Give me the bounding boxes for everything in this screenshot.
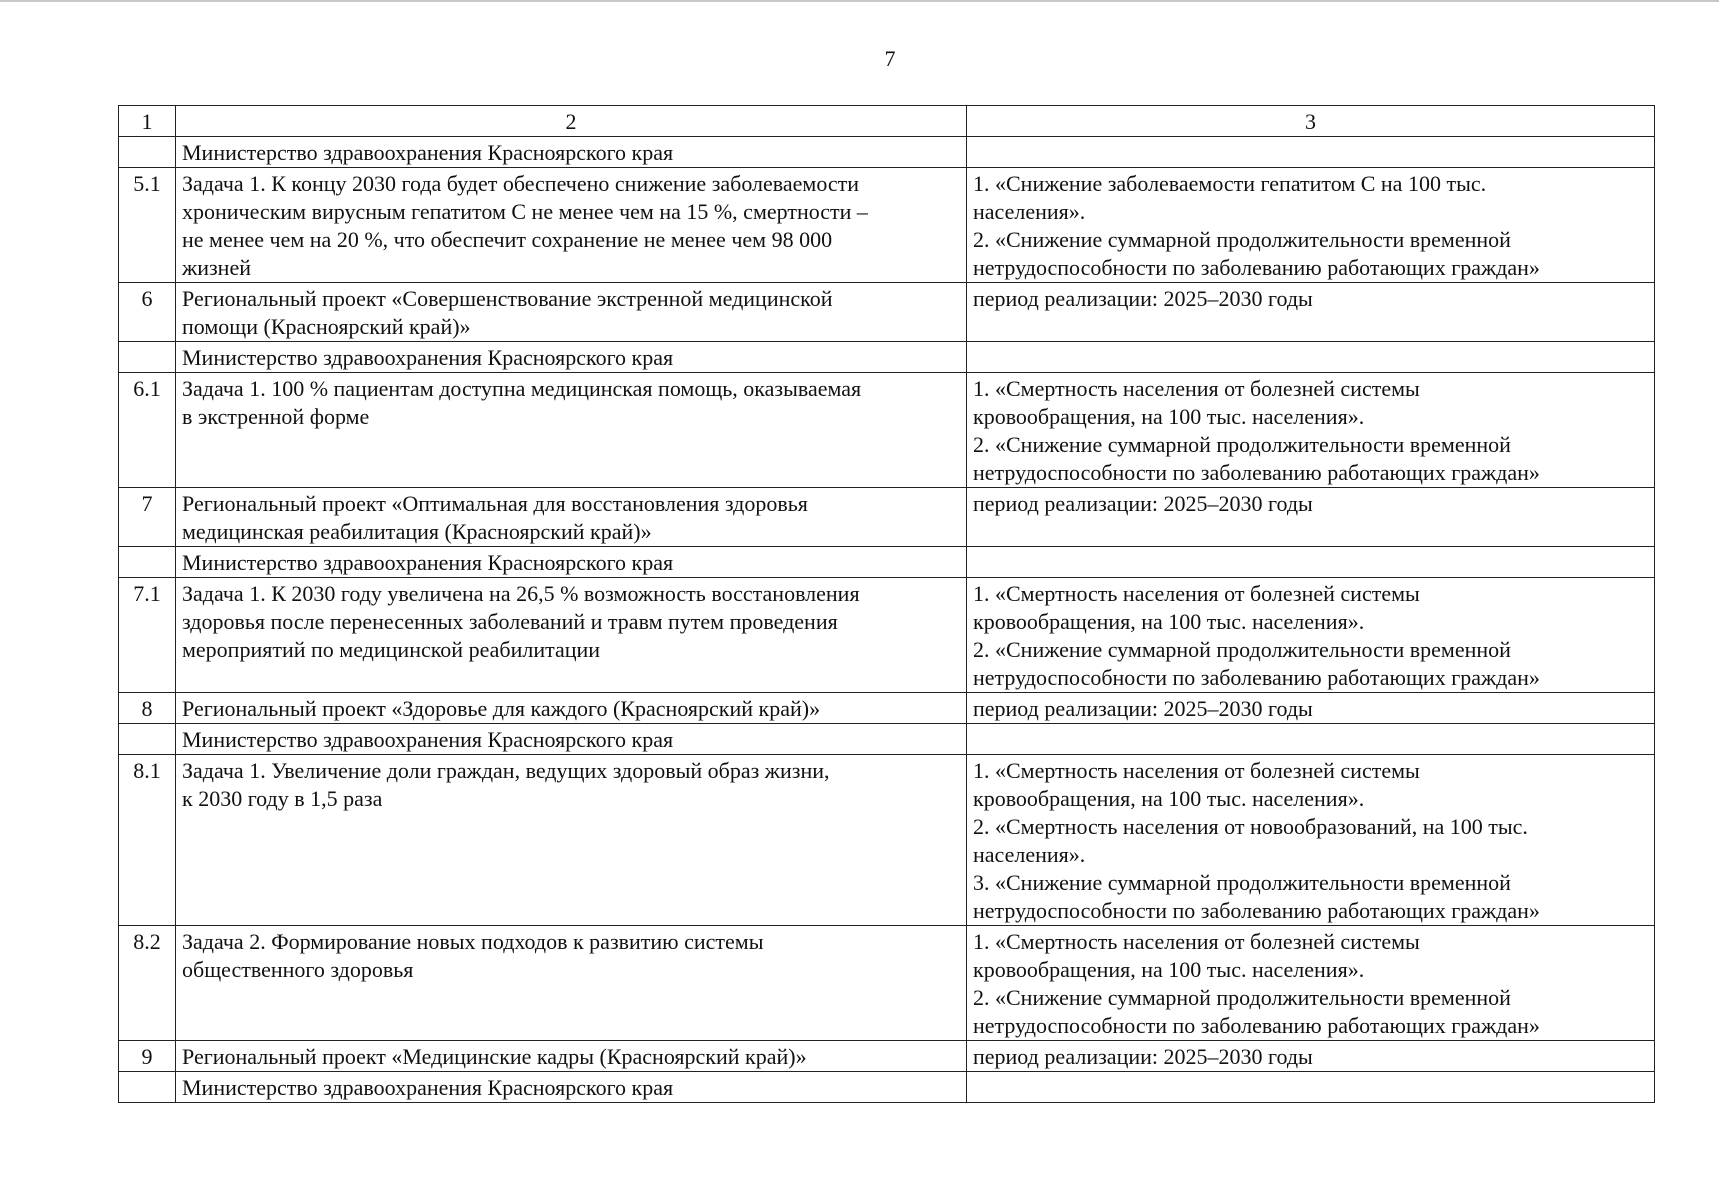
- cell-line: нетрудоспособности по заболеванию работающих граждан»: [973, 665, 1540, 690]
- row-number: [119, 1072, 176, 1103]
- table-row: [119, 488, 1655, 547]
- table-row: [119, 755, 1655, 926]
- row-indicators: [967, 547, 1655, 578]
- table-row: [119, 168, 1655, 283]
- cell-line: Министерство здравоохранения Красноярского края: [182, 550, 674, 575]
- cell-line: Задача 1. К 2030 году увеличена на 26,5 % возможность восстановления: [182, 581, 860, 606]
- row-description: [176, 547, 967, 578]
- row-description: [176, 488, 967, 547]
- cell-line: период реализации: 2025–2030 годы: [973, 1044, 1313, 1069]
- cell-line: нетрудоспособности по заболеванию работающих граждан»: [973, 460, 1540, 485]
- cell-line: здоровья после перенесенных заболеваний и травм путем проведения: [182, 609, 838, 634]
- cell-line: жизней: [182, 255, 251, 280]
- cell-line: 1. «Смертность населения от болезней системы: [973, 929, 1420, 954]
- cell-line: мероприятий по медицинской реабилитации: [182, 637, 601, 662]
- row-number: [119, 547, 176, 578]
- row-indicators: [967, 283, 1655, 342]
- cell-line: кровообращения, на 100 тыс. населения».: [973, 404, 1365, 429]
- cell-line: 2. «Смертность населения от новообразований, на 100 тыс.: [973, 814, 1528, 839]
- row-number: 8.2: [119, 926, 176, 1041]
- cell-line: 1. «Смертность населения от болезней системы: [973, 758, 1420, 783]
- row-description: [176, 926, 967, 1041]
- table-row: [119, 693, 1655, 724]
- table-row: [119, 137, 1655, 168]
- table-row: [119, 1041, 1655, 1072]
- table-row: [119, 926, 1655, 1041]
- row-number: 6: [119, 283, 176, 342]
- row-number: 5.1: [119, 168, 176, 283]
- row-indicators: [967, 342, 1655, 373]
- cell-line: Региональный проект «Здоровье для каждого (Красноярский край)»: [182, 696, 821, 721]
- table-row: [119, 283, 1655, 342]
- table-row: [119, 724, 1655, 755]
- cell-line: Задача 1. К концу 2030 года будет обеспечено снижение заболеваемости: [182, 171, 860, 196]
- cell-line: 1. «Снижение заболеваемости гепатитом С на 100 тыс.: [973, 171, 1487, 196]
- header-col-1: 1: [119, 106, 176, 137]
- row-description: [176, 1072, 967, 1103]
- row-description: [176, 342, 967, 373]
- program-table: [118, 105, 1655, 1103]
- cell-line: 1. «Смертность населения от болезней системы: [973, 376, 1420, 401]
- cell-line: Региональный проект «Оптимальная для восстановления здоровья: [182, 491, 808, 516]
- cell-line: в экстренной форме: [182, 404, 370, 429]
- row-indicators: [967, 578, 1655, 693]
- row-description: [176, 373, 967, 488]
- row-description: [176, 168, 967, 283]
- row-indicators: [967, 755, 1655, 926]
- cell-line: период реализации: 2025–2030 годы: [973, 491, 1313, 516]
- cell-line: населения».: [973, 842, 1086, 867]
- cell-line: Министерство здравоохранения Красноярского края: [182, 727, 674, 752]
- row-number: 7.1: [119, 578, 176, 693]
- table-row: [119, 1072, 1655, 1103]
- row-number: 9: [119, 1041, 176, 1072]
- cell-line: нетрудоспособности по заболеванию работающих граждан»: [973, 898, 1540, 923]
- row-description: [176, 755, 967, 926]
- table-row: [119, 578, 1655, 693]
- row-number: [119, 342, 176, 373]
- cell-line: нетрудоспособности по заболеванию работающих граждан»: [973, 1013, 1540, 1038]
- row-number: 8: [119, 693, 176, 724]
- row-number: 7: [119, 488, 176, 547]
- cell-line: к 2030 году в 1,5 раза: [182, 786, 383, 811]
- cell-line: медицинская реабилитация (Красноярский край)»: [182, 519, 652, 544]
- row-indicators: [967, 373, 1655, 488]
- page-number: 7: [884, 46, 896, 71]
- row-indicators: [967, 1072, 1655, 1103]
- header-col-2: 2: [176, 106, 967, 137]
- cell-line: помощи (Красноярский край)»: [182, 314, 471, 339]
- cell-line: хроническим вирусным гепатитом С не менее чем на 15 %, смертности –: [182, 199, 868, 224]
- row-number: 8.1: [119, 755, 176, 926]
- cell-line: Региональный проект «Совершенствование экстренной медицинской: [182, 286, 833, 311]
- row-indicators: [967, 926, 1655, 1041]
- cell-line: Задача 2. Формирование новых подходов к развитию системы: [182, 929, 764, 954]
- cell-line: 2. «Снижение суммарной продолжительности временной: [973, 432, 1511, 457]
- row-description: [176, 724, 967, 755]
- row-number: [119, 137, 176, 168]
- cell-line: 1. «Смертность населения от болезней системы: [973, 581, 1420, 606]
- row-description: [176, 693, 967, 724]
- cell-line: кровообращения, на 100 тыс. населения».: [973, 957, 1365, 982]
- row-number: [119, 724, 176, 755]
- cell-line: Задача 1. Увеличение доли граждан, ведущих здоровый образ жизни,: [182, 758, 830, 783]
- cell-line: 2. «Снижение суммарной продолжительности временной: [973, 637, 1511, 662]
- cell-line: Министерство здравоохранения Красноярского края: [182, 140, 674, 165]
- cell-line: кровообращения, на 100 тыс. населения».: [973, 609, 1365, 634]
- row-indicators: [967, 693, 1655, 724]
- table-header-row: [119, 106, 1655, 137]
- row-indicators: [967, 168, 1655, 283]
- cell-line: не менее чем на 20 %, что обеспечит сохранение не менее чем 98 000: [182, 227, 833, 252]
- header-col-3: 3: [967, 106, 1655, 137]
- cell-line: 2. «Снижение суммарной продолжительности временной: [973, 227, 1511, 252]
- cell-line: [973, 518, 1648, 546]
- row-description: [176, 137, 967, 168]
- cell-line: Региональный проект «Медицинские кадры (Красноярский край)»: [182, 1044, 807, 1069]
- row-description: [176, 578, 967, 693]
- cell-line: нетрудоспособности по заболеванию работающих граждан»: [973, 255, 1540, 280]
- cell-line: 3. «Снижение суммарной продолжительности временной: [973, 870, 1511, 895]
- cell-line: период реализации: 2025–2030 годы: [973, 286, 1313, 311]
- row-indicators: [967, 137, 1655, 168]
- row-description: [176, 283, 967, 342]
- cell-line: Задача 1. 100 % пациентам доступна медицинская помощь, оказываемая: [182, 376, 862, 401]
- row-number: 6.1: [119, 373, 176, 488]
- page-top-edge: [0, 0, 1719, 2]
- cell-line: 2. «Снижение суммарной продолжительности временной: [973, 985, 1511, 1010]
- table-row: [119, 373, 1655, 488]
- cell-line: общественного здоровья: [182, 957, 414, 982]
- row-description: [176, 1041, 967, 1072]
- table-row: [119, 547, 1655, 578]
- cell-line: период реализации: 2025–2030 годы: [973, 696, 1313, 721]
- cell-line: кровообращения, на 100 тыс. населения».: [973, 786, 1365, 811]
- row-indicators: [967, 1041, 1655, 1072]
- row-indicators: [967, 724, 1655, 755]
- cell-line: Министерство здравоохранения Красноярского края: [182, 345, 674, 370]
- cell-line: населения».: [973, 199, 1086, 224]
- row-indicators: [967, 488, 1655, 547]
- table-row: [119, 342, 1655, 373]
- cell-line: Министерство здравоохранения Красноярского края: [182, 1075, 674, 1100]
